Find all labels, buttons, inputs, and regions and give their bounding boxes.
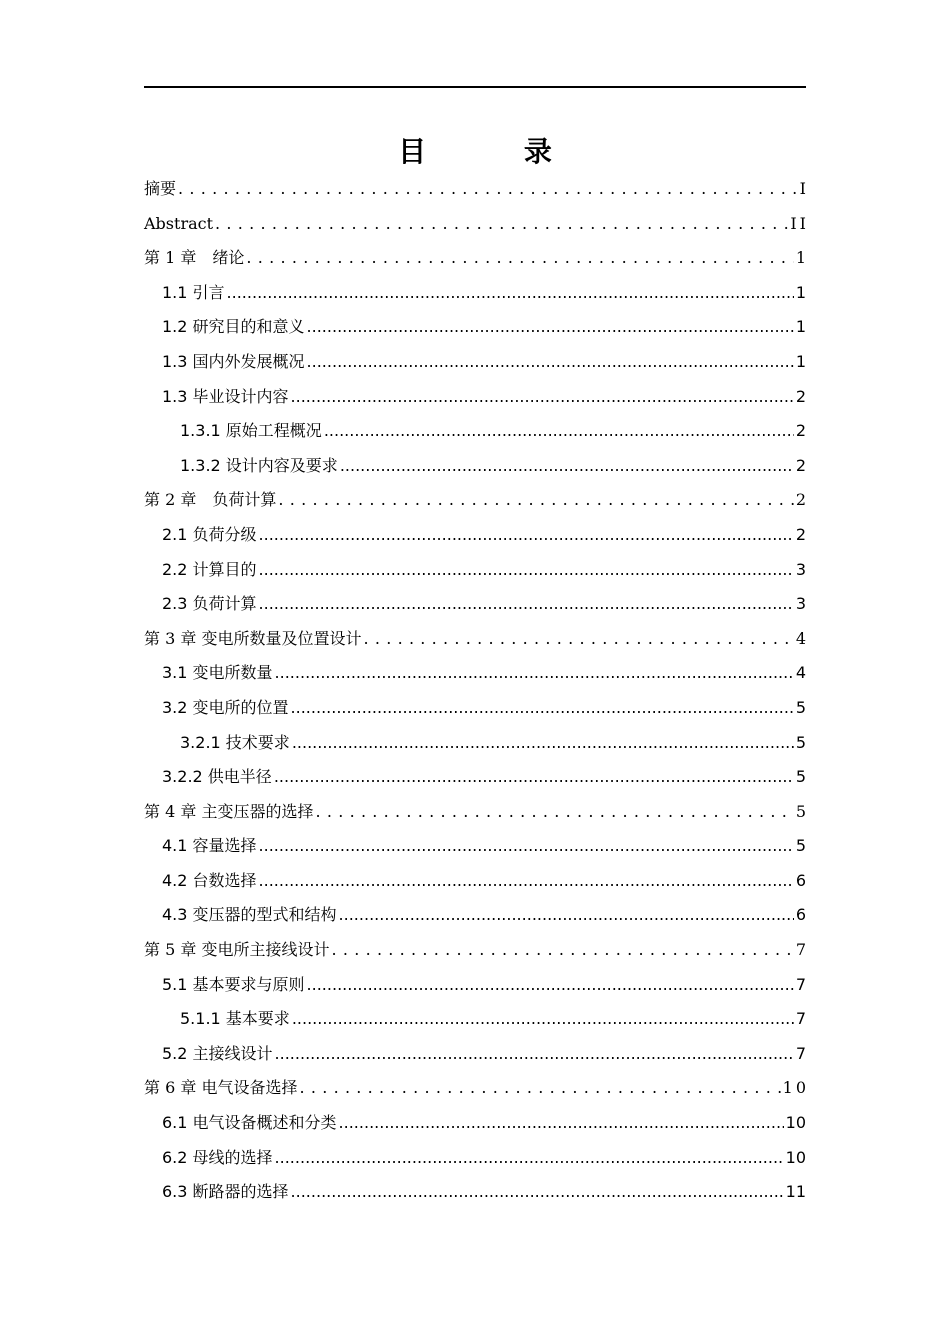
toc-entry-section[interactable] bbox=[144, 276, 806, 311]
toc-page-number: 1 bbox=[795, 282, 806, 302]
toc-entry-text: 摘要 bbox=[144, 179, 177, 198]
toc-entry-section[interactable] bbox=[144, 518, 806, 553]
toc-entry-section[interactable] bbox=[144, 345, 806, 380]
toc-leader bbox=[278, 483, 793, 518]
toc-page-number: 5 bbox=[795, 732, 806, 752]
toc-entry-text: 5.1.1 基本要求 bbox=[180, 1009, 290, 1029]
toc-entry-chapter-5[interactable] bbox=[144, 933, 809, 968]
toc-entry-text: 6.1 电气设备概述和分类 bbox=[162, 1113, 337, 1133]
toc-entry-abstract-en[interactable] bbox=[144, 207, 809, 242]
toc-entry-chapter-6[interactable] bbox=[144, 1071, 809, 1106]
toc-entry-text: 6.2 母线的选择 bbox=[162, 1147, 273, 1167]
toc-page-number: 1 bbox=[795, 317, 806, 337]
toc-page-number: I bbox=[799, 179, 809, 198]
toc-leader bbox=[315, 795, 793, 830]
toc-leader bbox=[259, 829, 794, 864]
toc-leader bbox=[363, 622, 793, 657]
toc-leader bbox=[307, 310, 794, 345]
toc-entry-section[interactable] bbox=[144, 829, 806, 864]
toc-entry-section[interactable] bbox=[144, 864, 806, 899]
toc-entry-text: 2.2 计算目的 bbox=[162, 559, 257, 579]
toc-page-number: 2 bbox=[795, 524, 806, 544]
toc-page-number: 5 bbox=[795, 836, 806, 856]
toc-entry-text: Abstract bbox=[144, 213, 214, 233]
toc-entry-subsection[interactable] bbox=[144, 726, 806, 761]
toc-leader bbox=[227, 276, 794, 311]
toc-entry-section[interactable] bbox=[144, 691, 806, 726]
toc-page-number: 7 bbox=[795, 1009, 806, 1029]
toc-leader bbox=[275, 1141, 784, 1176]
toc-entry-section[interactable] bbox=[144, 553, 806, 588]
toc-page-number: 2 bbox=[795, 421, 806, 441]
toc-entry-section[interactable] bbox=[144, 1106, 806, 1141]
toc-entry-text: 第 3 章 变电所数量及位置设计 bbox=[144, 628, 362, 648]
toc-entry-text: 5.2 主接线设计 bbox=[162, 1043, 273, 1063]
toc-leader bbox=[324, 414, 794, 449]
toc-entry-text: 1.3 毕业设计内容 bbox=[162, 386, 289, 406]
toc-entry-section[interactable] bbox=[144, 1141, 806, 1176]
toc-page-number: 5 bbox=[795, 697, 806, 717]
toc-entry-section[interactable] bbox=[144, 1037, 806, 1072]
toc-entry-text: 1.2 研究目的和意义 bbox=[162, 317, 305, 337]
toc-leader bbox=[259, 864, 794, 899]
toc-title: 目 录 bbox=[398, 135, 596, 168]
toc-entry-chapter-1[interactable] bbox=[144, 241, 809, 276]
toc-entry-text: 3.1 变电所数量 bbox=[162, 663, 273, 683]
toc-leader bbox=[215, 207, 788, 242]
toc-entry-text: 第 4 章 主变压器的选择 bbox=[144, 801, 314, 821]
toc-page-number: 2 bbox=[795, 386, 806, 406]
toc-page-number: 7 bbox=[795, 974, 806, 994]
toc-entry-section[interactable] bbox=[144, 587, 806, 622]
toc-entry-abstract-cn[interactable] bbox=[144, 172, 809, 207]
toc-entry-text: 第 2 章 负荷计算 bbox=[144, 490, 277, 510]
toc-leader bbox=[291, 380, 794, 415]
toc-entry-text: 5.1 基本要求与原则 bbox=[162, 974, 305, 994]
toc-entry-section[interactable] bbox=[144, 898, 806, 933]
toc-page-number: 6 bbox=[795, 905, 806, 925]
toc-entry-subsection[interactable] bbox=[144, 1002, 806, 1037]
toc-entry-text: 4.2 台数选择 bbox=[162, 870, 257, 890]
toc-leader bbox=[246, 241, 793, 276]
toc-entry-text: 1.3.2 设计内容及要求 bbox=[180, 455, 338, 475]
toc-page-number: II bbox=[790, 213, 809, 233]
toc-entry-section[interactable] bbox=[144, 310, 806, 345]
toc-entry-text: 1.3 国内外发展概况 bbox=[162, 351, 305, 371]
toc-page-number: 10 bbox=[782, 1078, 809, 1098]
toc-entry-text: 2.3 负荷计算 bbox=[162, 594, 257, 614]
toc-leader bbox=[307, 345, 794, 380]
toc-entry-text: 6.3 断路器的选择 bbox=[162, 1182, 289, 1202]
toc-page-number: 5 bbox=[795, 801, 809, 821]
toc-leader bbox=[178, 172, 798, 207]
toc-leader bbox=[275, 1037, 794, 1072]
toc-page-number: 3 bbox=[795, 559, 806, 579]
toc-entry-chapter-2[interactable] bbox=[144, 483, 809, 518]
toc-entry-text: 3.2.2 供电半径 bbox=[162, 767, 272, 787]
toc-page-number: 10 bbox=[785, 1147, 806, 1167]
toc-entry-text: 3.2 变电所的位置 bbox=[162, 697, 289, 717]
toc-leader bbox=[339, 898, 794, 933]
toc-entry-text: 第 5 章 变电所主接线设计 bbox=[144, 940, 330, 960]
toc-leader bbox=[299, 1071, 780, 1106]
toc-entry-text: 4.3 变压器的型式和结构 bbox=[162, 905, 337, 925]
toc-page-number: 7 bbox=[795, 1043, 806, 1063]
toc-leader bbox=[291, 1175, 784, 1210]
toc-entry-text: 第 6 章 电气设备选择 bbox=[144, 1078, 298, 1098]
table-of-contents bbox=[144, 172, 809, 1210]
toc-leader bbox=[274, 760, 794, 795]
toc-entry-section[interactable] bbox=[144, 1175, 806, 1210]
toc-leader bbox=[259, 587, 794, 622]
toc-entry-section[interactable] bbox=[144, 656, 806, 691]
toc-leader bbox=[340, 449, 794, 484]
toc-page-number: 3 bbox=[795, 594, 806, 614]
toc-entry-text: 4.1 容量选择 bbox=[162, 836, 257, 856]
toc-entry-section[interactable] bbox=[144, 380, 806, 415]
toc-entry-text: 1.3.1 原始工程概况 bbox=[180, 421, 322, 441]
toc-entry-text: 1.1 引言 bbox=[162, 282, 225, 302]
toc-leader bbox=[292, 1002, 794, 1037]
toc-entry-subsection[interactable] bbox=[144, 414, 806, 449]
toc-entry-subsection[interactable] bbox=[144, 449, 806, 484]
toc-leader bbox=[275, 656, 794, 691]
toc-page-number: 4 bbox=[795, 628, 809, 648]
toc-leader bbox=[292, 726, 794, 761]
toc-page-number: 6 bbox=[795, 870, 806, 890]
toc-entry-section[interactable] bbox=[144, 968, 806, 1003]
toc-leader bbox=[339, 1106, 784, 1141]
toc-entry-text: 第 1 章 绪论 bbox=[144, 248, 245, 268]
toc-page-number: 5 bbox=[795, 767, 806, 787]
toc-entry-section[interactable] bbox=[144, 760, 806, 795]
toc-entry-chapter-3[interactable] bbox=[144, 622, 809, 657]
toc-page-number: 4 bbox=[795, 663, 806, 683]
toc-leader bbox=[259, 518, 794, 553]
header-rule bbox=[144, 86, 806, 88]
toc-page-number: 1 bbox=[795, 351, 806, 371]
toc-page-number: 11 bbox=[785, 1182, 806, 1202]
toc-page-number: 2 bbox=[795, 455, 806, 475]
toc-page-number: 10 bbox=[785, 1113, 806, 1133]
toc-entry-chapter-4[interactable] bbox=[144, 795, 809, 830]
toc-leader bbox=[291, 691, 794, 726]
toc-entry-text: 2.1 负荷分级 bbox=[162, 524, 257, 544]
toc-leader bbox=[307, 968, 794, 1003]
toc-leader bbox=[259, 553, 794, 588]
toc-leader bbox=[331, 933, 793, 968]
toc-page-number: 7 bbox=[795, 940, 809, 960]
toc-entry-text: 3.2.1 技术要求 bbox=[180, 732, 290, 752]
toc-page-number: 2 bbox=[795, 490, 809, 510]
toc-page-number: 1 bbox=[795, 248, 809, 268]
